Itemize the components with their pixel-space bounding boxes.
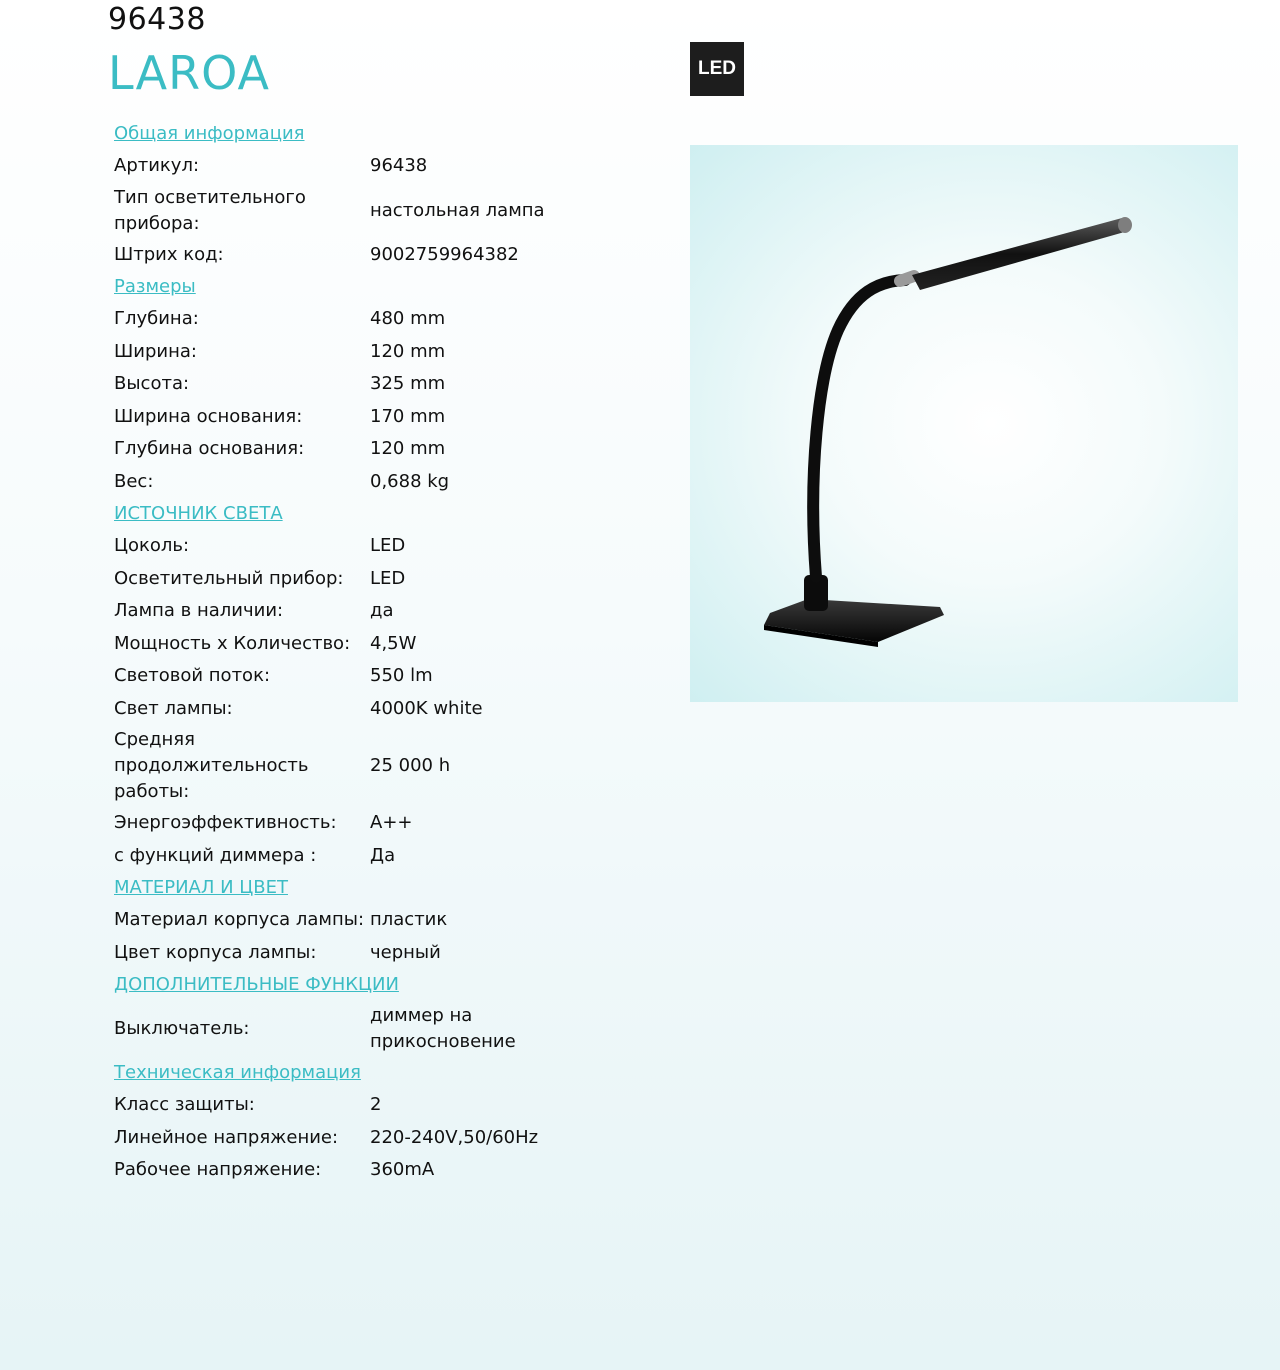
spec-label: Выключатель:	[114, 1018, 250, 1039]
lamp-gooseneck	[813, 280, 905, 577]
spec-label: Глубина основания:	[114, 438, 305, 460]
desk-lamp-illustration	[690, 145, 1238, 702]
spec-row	[114, 1089, 574, 1122]
spec-value: 4000K white	[370, 697, 483, 719]
spec-row	[114, 150, 574, 183]
spec-value: 325 mm	[370, 373, 446, 395]
spec-value: 480 mm	[370, 308, 446, 330]
spec-label: Материал корпуса лампы:	[114, 909, 365, 931]
spec-row	[114, 1001, 574, 1057]
spec-row	[114, 840, 574, 873]
spec-value: черный	[370, 941, 441, 963]
product-photo	[690, 145, 1238, 702]
spec-value: да	[370, 600, 394, 622]
spec-value: 25 000 h	[370, 755, 451, 776]
lamp-head-cap	[1118, 217, 1132, 233]
spec-label: Световой поток:	[114, 665, 271, 687]
product-name: LAROA	[108, 46, 270, 100]
spec-label: Штрих код:	[114, 243, 224, 265]
spec-value: 120 mm	[370, 340, 446, 362]
spec-label: Ширина основания:	[114, 405, 303, 427]
spec-label: Рабочее напряжение:	[114, 1159, 322, 1181]
spec-row	[114, 807, 574, 840]
spec-value: Да	[370, 844, 396, 866]
spec-row	[114, 1122, 574, 1155]
spec-row	[114, 401, 574, 434]
spec-value: 4,5W	[370, 632, 417, 654]
spec-row	[114, 725, 574, 807]
spec-label: с функций диммера :	[114, 844, 317, 866]
spec-label: Цоколь:	[114, 535, 190, 557]
specifications-list	[114, 118, 574, 1187]
spec-label: Свет лампы:	[114, 697, 233, 719]
spec-value: 220-240V,50/60Hz	[370, 1126, 539, 1148]
section-title-link[interactable]: Общая информация	[114, 123, 305, 144]
spec-value: 9002759964382	[370, 243, 519, 265]
spec-value: A++	[370, 812, 413, 834]
spec-value: LED	[370, 535, 406, 557]
spec-row	[114, 904, 574, 937]
spec-value: диммер на прикосновение	[370, 1005, 516, 1052]
spec-label: Артикул:	[114, 155, 200, 177]
spec-row	[114, 628, 574, 661]
spec-row	[114, 239, 574, 272]
spec-value: 2	[370, 1094, 382, 1116]
spec-label: Лампа в наличии:	[114, 600, 284, 622]
spec-label: Высота:	[114, 373, 190, 395]
lamp-joint	[900, 276, 914, 281]
spec-value: 120 mm	[370, 438, 446, 460]
spec-row	[114, 693, 574, 726]
spec-row	[114, 530, 574, 563]
led-badge: LED	[690, 42, 744, 96]
spec-label: Линейное напряжение:	[114, 1126, 339, 1148]
lamp-head	[912, 218, 1128, 290]
spec-row	[114, 336, 574, 369]
section-title-link[interactable]: ИСТОЧНИК СВЕТА	[114, 503, 283, 524]
spec-value: 0,688 kg	[370, 470, 450, 492]
spec-value: настольная лампа	[370, 199, 545, 221]
spec-row	[114, 466, 574, 499]
article-number: 96438	[108, 2, 206, 37]
spec-value: 360mA	[370, 1159, 435, 1181]
spec-label: Осветительный прибор:	[114, 567, 344, 589]
spec-label: Средняя продолжительность работы:	[114, 729, 309, 802]
spec-value: LED	[370, 567, 406, 589]
spec-row	[114, 433, 574, 466]
spec-value: 550 lm	[370, 665, 433, 687]
lamp-base	[764, 599, 944, 642]
spec-label: Мощность x Количество:	[114, 632, 351, 654]
spec-row	[114, 595, 574, 628]
spec-value: 170 mm	[370, 405, 446, 427]
spec-label: Энергоэффективность:	[114, 812, 337, 834]
spec-label: Вес:	[114, 470, 154, 492]
spec-row	[114, 937, 574, 970]
spec-label: Тип осветительного прибора:	[114, 186, 306, 234]
spec-value: пластик	[370, 909, 448, 931]
spec-row	[114, 1154, 574, 1187]
spec-row	[114, 183, 574, 239]
section-title-link[interactable]: Техническая информация	[114, 1062, 361, 1083]
spec-label: Глубина:	[114, 308, 199, 330]
spec-row	[114, 303, 574, 336]
spec-row	[114, 563, 574, 596]
spec-row	[114, 368, 574, 401]
spec-value: 96438	[370, 155, 428, 177]
spec-label: Класс защиты:	[114, 1094, 255, 1116]
spec-label: Цвет корпуса лампы:	[114, 941, 317, 963]
spec-row	[114, 660, 574, 693]
section-title-link[interactable]: Размеры	[114, 276, 196, 297]
section-title-link[interactable]: МАТЕРИАЛ И ЦВЕТ	[114, 877, 288, 898]
spec-label: Ширина:	[114, 340, 197, 362]
section-title-link[interactable]: ДОПОЛНИТЕЛЬНЫЕ ФУНКЦИИ	[114, 974, 399, 995]
